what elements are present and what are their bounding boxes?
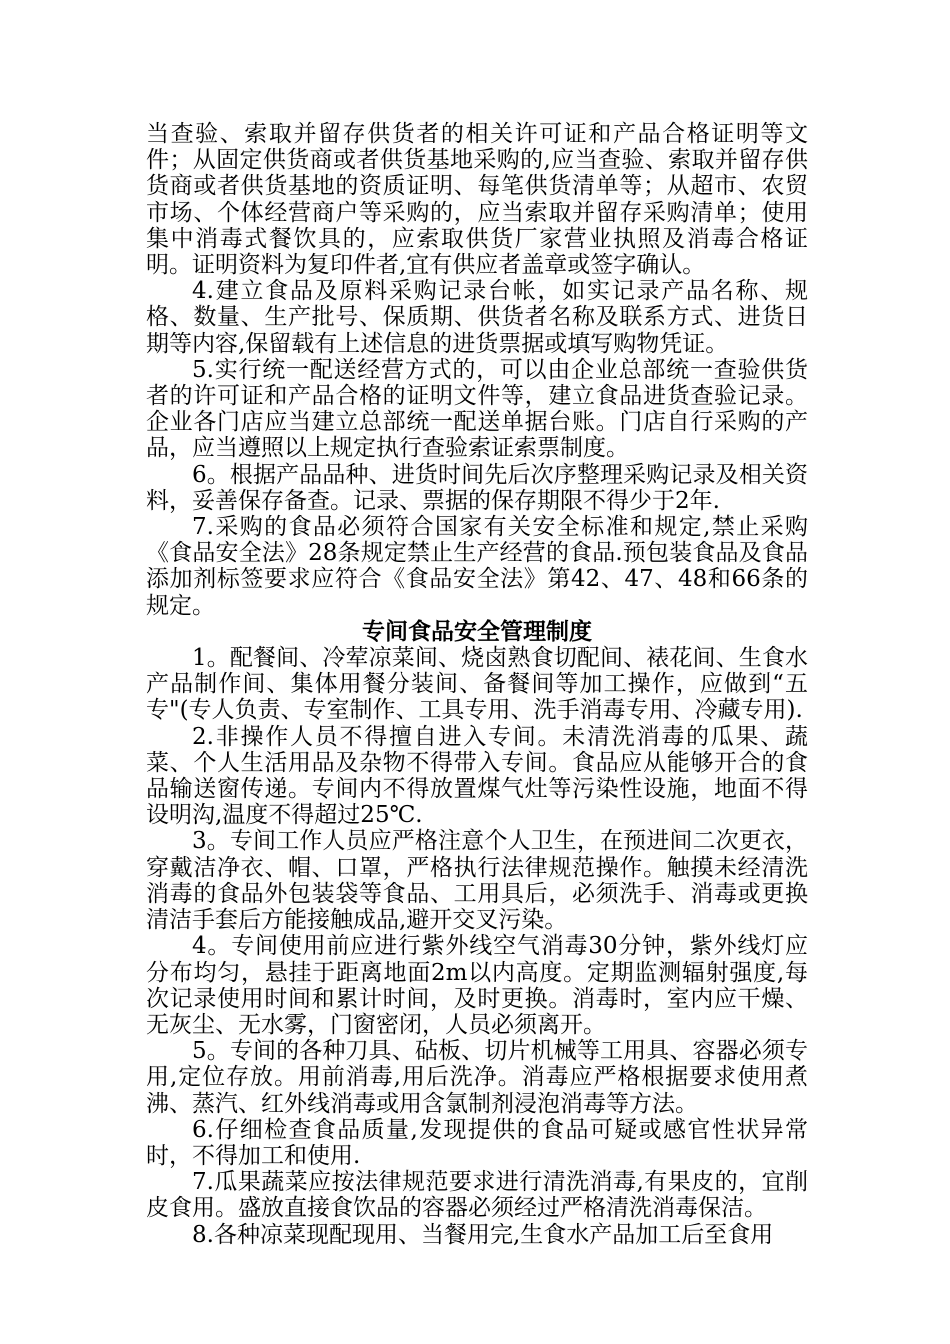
paragraph-rule-4: 4。专间使用前应进行紫外线空气消毒30分钟，紫外线灯应分布均匀，悬挂于距离地面2m以内高度。定期监测辐射强度,每次记录使用时间和累计时间，及时更换。消毒时，室内应干燥、无灰尘、无水雾，门窗密闭，人员必须离开。 xyxy=(146,933,808,1038)
paragraph-rule-7: 7.瓜果蔬菜应按法律规范要求进行清洗消毒,有果皮的，宜削皮食用。盛放直接食饮品的容器必须经过严格清洗消毒保洁。 xyxy=(146,1169,808,1222)
document-page xyxy=(146,121,808,1248)
paragraph-item-5: 5.实行统一配送经营方式的，可以由企业总部统一查验供货者的许可证和产品合格的证明文件等，建立食品进货查验记录。企业各门店应当建立总部统一配送单据台账。门店自行采购的产品，应当遵照以上规定执行查验索证索票制度。 xyxy=(146,356,808,462)
paragraph-item-7: 7.采购的食品必须符合国家有关安全标准和规定,禁止采购《食品安全法》28条规定禁止生产经营的食品.预包装食品及食品添加剂标签要求应符合《食品安全法》第42、47、48和66条的规定。 xyxy=(146,514,808,619)
paragraph-rule-3: 3。专间工作人员应严格注意个人卫生，在预进间二次更衣，穿戴洁净衣、帽、口罩，严格执行法律规范操作。触摸未经清洗消毒的食品外包装袋等食品、工用具后，必须洗手、消毒或更换清洁手套后方能接触成品,避开交叉污染。 xyxy=(146,828,808,934)
section-title: 专间食品安全管理制度 xyxy=(362,617,592,645)
paragraph-rule-5: 5。专间的各种刀具、砧板、切片机械等工用具、容器必须专用,定位存放。用前消毒,用后洗净。消毒应严格根据要求使用煮沸、蒸汽、红外线消毒或用含氯制剂浸泡消毒等方法。 xyxy=(146,1038,808,1117)
paragraph-continuation: 当查验、索取并留存供货者的相关许可证和产品合格证明等文件；从固定供货商或者供货基地采购的,应当查验、索取并留存供货商或者供货基地的资质证明、每笔供货清单等；从超市、农贸市场、个体经营商户等采购的，应当索取并留存采购清单；使用集中消毒式餐饮具的，应索取供货厂家营业执照及消毒合格证明。证明资料为复印件者,宜有供应者盖章或签字确认。 xyxy=(146,121,808,279)
paragraph-rule-2: 2.非操作人员不得擅自进入专间。未清洗消毒的瓜果、蔬菜、个人生活用品及杂物不得带入专间。食品应从能够开合的食品输送窗传递。专间内不得放置煤气灶等污染性设施，地面不得设明沟,温度不得超过25℃. xyxy=(146,723,808,829)
paragraph-rule-6: 6.仔细检查食品质量,发现提供的食品可疑或感官性状异常时，不得加工和使用. xyxy=(146,1116,808,1169)
paragraph-rule-1: 1。配餐间、冷荤凉菜间、烧卤熟食切配间、裱花间、生食水产品制作间、集体用餐分装间、备餐间等加工操作，应做到“五专"(专人负责、专室制作、工具专用、洗手消毒专用、冷藏专用). xyxy=(146,645,808,724)
paragraph-item-4: 4.建立食品及原料采购记录台帐，如实记录产品名称、规格、数量、生产批号、保质期、供货者名称及联系方式、进货日期等内容,保留载有上述信息的进货票据或填写购物凭证。 xyxy=(146,278,808,357)
paragraph-item-6: 6。根据产品品种、进货时间先后次序整理采购记录及相关资料，妥善保存备查。记录、票据的保存期限不得少于2年. xyxy=(146,461,808,514)
paragraph-rule-8: 8.各种凉菜现配现用、当餐用完,生食水产品加工后至食用 xyxy=(192,1221,774,1248)
